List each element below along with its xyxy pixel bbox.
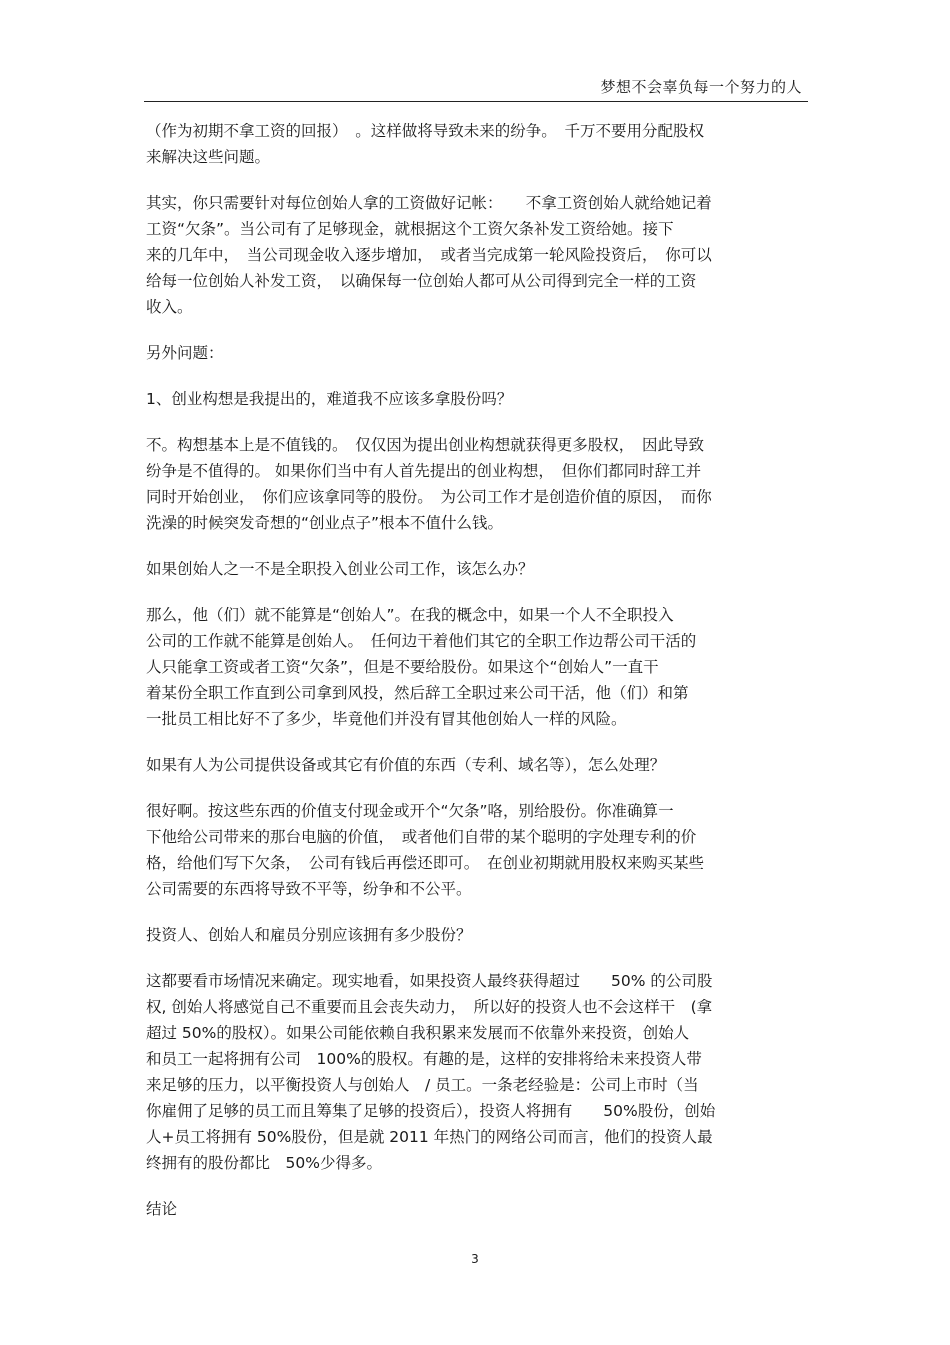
header-title: 梦想不会辜负每一个努力的人 — [600, 78, 802, 96]
text-line: 投资人、创始人和雇员分别应该拥有多少股份？ — [146, 926, 472, 944]
text-line: 其实，你只需要针对每位创始人拿的工资做好记帐： 不拿工资创始人就给她记着 — [146, 194, 712, 212]
paragraph — [146, 922, 808, 948]
paragraph — [146, 968, 808, 1176]
paragraph — [146, 752, 808, 778]
text-line: 来的几年中， 当公司现金收入逐步增加， 或者当完成第一轮风险投资后， 你可以 — [146, 246, 712, 264]
text-line: 结论 — [146, 1200, 178, 1218]
text-line: 另外问题： — [146, 344, 224, 362]
text-line: 权, 创始人将感觉自己不重要而且会丧失动力， 所以好的投资人也不会这样干 (拿 — [146, 998, 713, 1016]
text-line: 你雇佣了足够的员工而且筹集了足够的投资后），投资人将拥有 50%股份，创始 — [146, 1102, 716, 1120]
text-line: 这都要看市场情况来确定。现实地看，如果投资人最终获得超过 50% 的公司股 — [146, 972, 713, 990]
paragraph — [146, 798, 808, 902]
paragraph — [146, 118, 808, 170]
text-line: 如果创始人之一不是全职投入创业公司工作，该怎么办？ — [146, 560, 534, 578]
text-line: 格，给他们写下欠条， 公司有钱后再偿还即可。 在创业初期就用股权来购买某些 — [146, 854, 705, 872]
paragraph — [146, 556, 808, 582]
paragraph — [146, 386, 808, 412]
text-line: 给每一位创始人补发工资， 以确保每一位创始人都可从公司得到完全一样的工资 — [146, 272, 697, 290]
text-line: 公司需要的东西将导致不平等，纷争和不公平。 — [146, 880, 472, 898]
text-line: 超过 50%的股权）。如果公司能依赖自我积累来发展而不依靠外来投资，创始人 — [146, 1024, 690, 1042]
paragraph — [146, 1196, 808, 1222]
text-line: 人只能拿工资或者工资“欠条”，但是不要给股份。如果这个“创始人”一直干 — [146, 658, 659, 676]
page-number: 3 — [471, 1252, 479, 1266]
text-line: 公司的工作就不能算是创始人。 任何边干着他们其它的全职工作边帮公司干活的 — [146, 632, 697, 650]
text-line: 洗澡的时候突发奇想的“创业点子”根本不值什么钱。 — [146, 514, 504, 532]
paragraph — [146, 190, 808, 320]
text-line: 同时开始创业， 你们应该拿同等的股份。 为公司工作才是创造价值的原因， 而你 — [146, 488, 712, 506]
paragraph — [146, 432, 808, 536]
text-line: 工资“欠条”。当公司有了足够现金，就根据这个工资欠条补发工资给她。接下 — [146, 220, 674, 238]
document-body — [146, 118, 808, 1242]
text-line: 来足够的压力，以平衡投资人与创始人 / 员工。一条老经验是：公司上市时（当 — [146, 1076, 699, 1094]
text-line: 和员工一起将拥有公司 100%的股权。有趣的是，这样的安排将给未来投资人带 — [146, 1050, 702, 1068]
text-line: 人+员工将拥有 50%股份，但是就 2011 年热门的网络公司而言，他们的投资人最 — [146, 1128, 713, 1146]
header-divider — [144, 101, 808, 102]
text-line: 很好啊。按这些东西的价值支付现金或开个“欠条”咯，别给股份。你准确算一 — [146, 802, 674, 820]
text-line: 来解决这些问题。 — [146, 148, 271, 166]
text-line: 不。构想基本上是不值钱的。 仅仅因为提出创业构想就获得更多股权， 因此导致 — [146, 436, 705, 454]
text-line: 下他给公司带来的那台电脑的价值， 或者他们自带的某个聪明的字处理专利的价 — [146, 828, 697, 846]
text-line: （作为初期不拿工资的回报） 。这样做将导致未来的纷争。 千万不要用分配股权 — [146, 122, 705, 140]
text-line: 着某份全职工作直到公司拿到风投，然后辞工全职过来公司干活，他（们）和第 — [146, 684, 689, 702]
text-line: 终拥有的股份都比 50%少得多。 — [146, 1154, 382, 1172]
text-line: 那么，他（们）就不能算是“创始人”。在我的概念中，如果一个人不全职投入 — [146, 606, 674, 624]
text-line: 纷争是不值得的。 如果你们当中有人首先提出的创业构想， 但你们都同时辞工并 — [146, 462, 702, 480]
text-line: 一批员工相比好不了多少，毕竟他们并没有冒其他创始人一样的风险。 — [146, 710, 627, 728]
text-line: 1、创业构想是我提出的，难道我不应该多拿股份吗？ — [146, 390, 513, 408]
paragraph — [146, 602, 808, 732]
paragraph — [146, 340, 808, 366]
text-line: 收入。 — [146, 298, 193, 316]
text-line: 如果有人为公司提供设备或其它有价值的东西（专利、域名等），怎么处理？ — [146, 756, 666, 774]
